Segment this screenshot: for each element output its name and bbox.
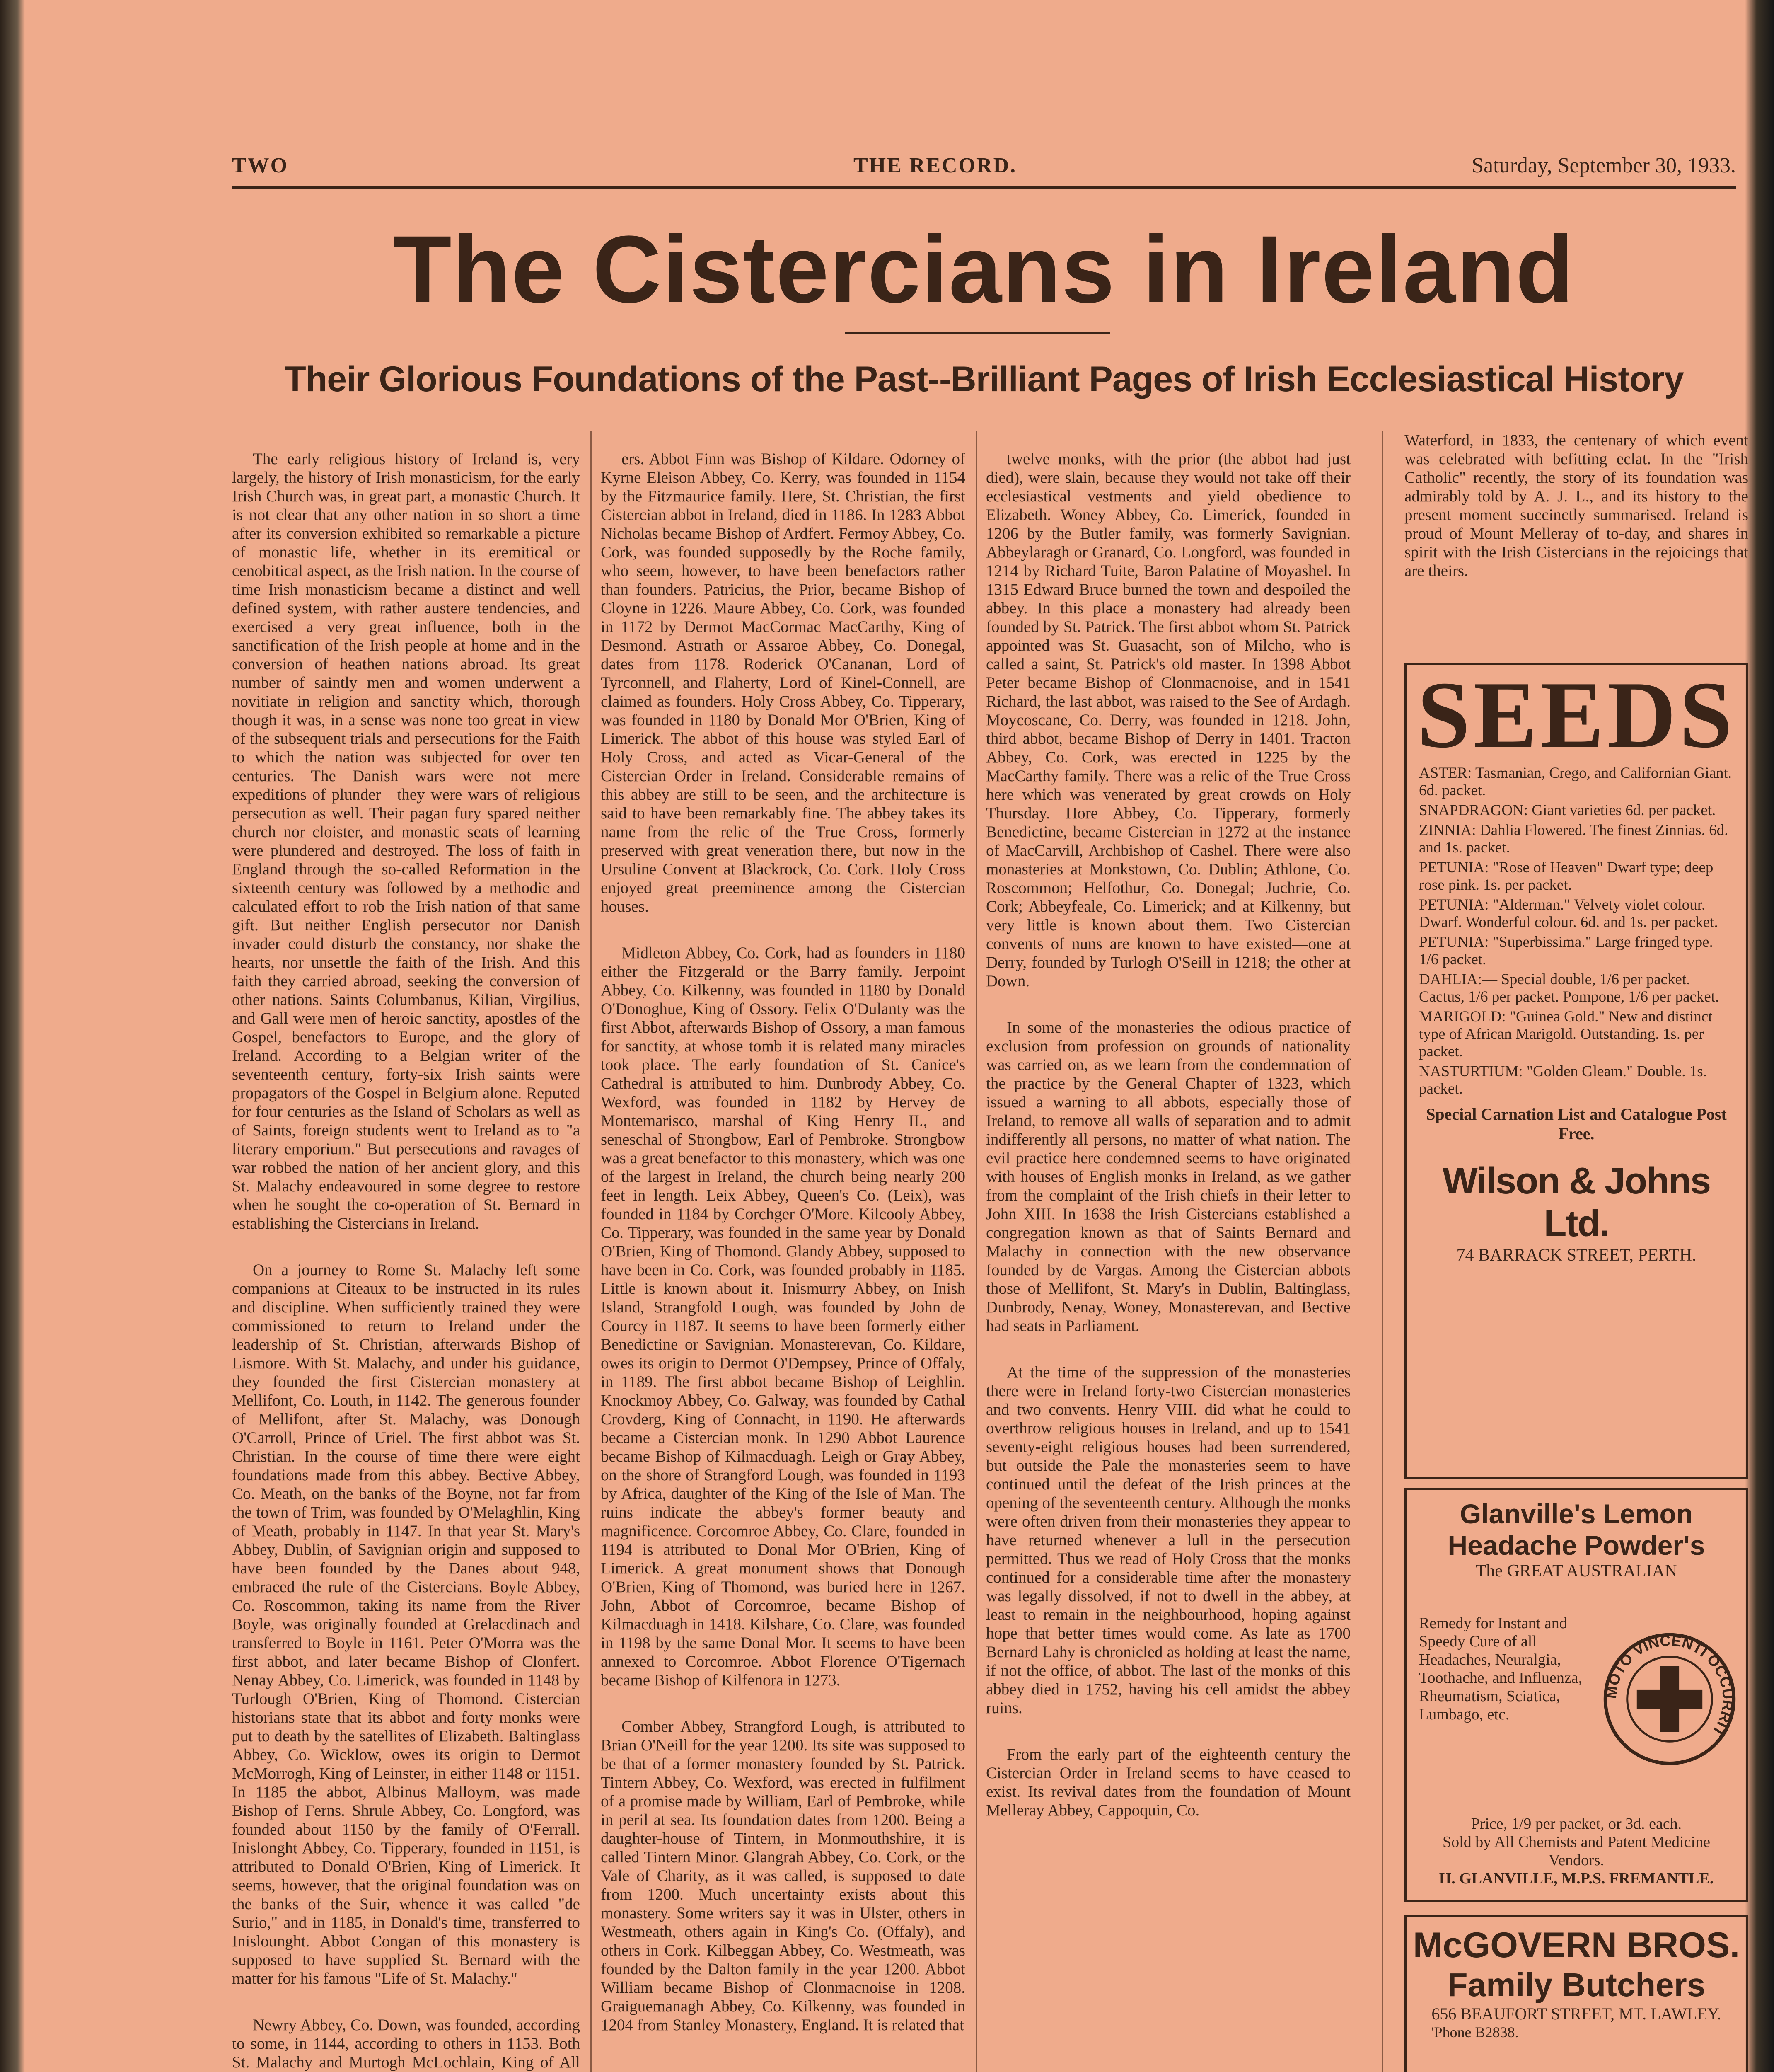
paragraph: twelve monks, with the prior (the abbot had just died), were slain, because they would not take off their ecclesiastical vestments and yield obedience to Elizabeth. Woney Abbey, Co. Limerick, founded in 1206 by the Butler family, was formerly Savignian. Abbeylaragh or Granard, Co. Longford, was founded in 1214 by Richard Tuite, Baron Palatine of Moyashel. In 1315 Edward Bruce burned the town and despoiled the abbey. In this place a monastery had already been founded by St. Patrick. The first abbot whom St. Patrick appointed was St. Guasacht, son of Milcho, who is called a saint, St. Patrick's old master. In 1398 Abbot Peter became Bishop of Clonmacnoise, and in 1541 Richard, the last abbot, was raised to the See of Ardagh. Moycoscane, Co. Derry, was founded in 1218. John, third abbot, became Bishop of Derry in 1401. Tracton Abbey, Co. Cork, was erected in 1225 by the MacCarthy family. There was a relic of the True Cross here which was venerated by great crowds on Holy Thursday. Hore Abbey, Co. Tipperary, formerly Benedictine, became Cistercian in 1272 at the instance of MacCarvill, Archbishop of Cashel. There were also monasteries at Monkstown, Co. Dublin; Athlone, Co. Roscommon; Helfothur, Co. Donegal; Juchrie, Co. Cork; Abbeyfeale, Co. Limerick; and at Kilkenny, but very little is known about them. Two Cistercian convents of nuns are known to have existed—one at Derry, founded by Turlogh O'Seill in 1218; the other at Down. bbox=[986, 450, 1351, 990]
glanville-maker: H. GLANVILLE, M.P.S. FREMANTLE. bbox=[1439, 1870, 1714, 1887]
headline-divider bbox=[845, 332, 1110, 334]
seed-item: ASTER: Tasmanian, Crego, and Californian Giant. 6d. packet. bbox=[1419, 765, 1732, 799]
page-right-edge bbox=[1745, 0, 1774, 2072]
page-binding-edge bbox=[0, 0, 25, 2072]
mcgovern-phone: 'Phone B2838. bbox=[1431, 2024, 1519, 2041]
article-subhead: Their Glorious Foundations of the Past--Brilliant Pages of Irish Ecclesiastical History bbox=[284, 359, 1684, 399]
glanville-title-line1: Glanville's Lemon bbox=[1460, 1498, 1693, 1529]
paragraph: Midleton Abbey, Co. Cork, had as founders in 1180 either the Fitzgerald or the Barry family. Jerpoint Abbey, Co. Kilkenny, was founded in 1180 by Donald O'Donoghue, King of Ossory. Felix O'Dulanty was the first Abbot, afterwards Bishop of Ossory, a man famous for sanctity, at whose tomb it is related many miracles took place. The early foundation of St. Canice's Cathedral is attributed to him. Dunbrody Abbey, Co. Wexford, was founded in 1182 by Hervey de Montemarisco, marshal of King Henry II., and seneschal of Strongbow, Earl of Pembroke. Strongbow was a great benefactor to this monastery, which was one of the largest in Ireland, the church being nearly 200 feet in length. Leix Abbey, Queen's Co. (Leix), was founded in 1184 by Corchger O'More. Kilcooly Abbey, Co. Tipperary, was founded in the same year by Donald O'Brien, King of Thomond. Glandy Abbey, supposed to have been in Co. Cork, was founded probably in 1185. Little is known about it. Inismurry Abbey, on Inish Island, Strangfold Lough, was founded by John de Courcy in 1187. It seems to have been formerly either Benedictine or Savignian. Monasterevan, Co. Kildare, owes its origin to Dermot O'Dempsey, Prince of Offaly, in 1189. The first abbot became Bishop of Leighlin. Knockmoy Abbey, Co. Galway, was founded by Cathal Crovderg, King of Connacht, in 1190. He afterwards became a Cistercian monk. In 1290 Abbot Laurence became Bishop of Kilmacduagh. Leigh or Gray Abbey, on the shore of Strangford Lough, was founded in 1193 by Africa, daughter of the King of the Isle of Man. The ruins indicate the abbey's former beauty and magnificence. Corcomroe Abbey, Co. Clare, founded in 1194 is attributed to Donal Mor O'Brien, King of Limerick. A great monument shows that Donough O'Brien, King of Thomond, was buried here in 1267. John, Abbot of Corcomroe, became Bishop of Kilmacduagh in 1418. Kilshare, Co. Clare, was founded in 1198 by the same Donal Mor. It seems to have been annexed to Corcomroe. Abbot Florence O'Tigernach became Bishop of Kilfenora in 1273. bbox=[601, 944, 965, 1689]
mcgovern-advert bbox=[1404, 1915, 1748, 2072]
cross-seal-icon bbox=[1601, 1631, 1738, 1767]
column-rule bbox=[976, 431, 977, 2072]
mcgovern-address: 656 BEAUFORT STREET, MT. LAWLEY. bbox=[1431, 2004, 1721, 2023]
seal-lettering: MOTO VINCENTI OCCURRIT bbox=[1602, 1631, 1737, 1740]
seed-item: ZINNIA: Dahlia Flowered. The finest Zinnias. 6d. and 1s. packet. bbox=[1419, 822, 1728, 856]
paragraph: Comber Abbey, Strangford Lough, is attributed to Brian O'Neill for the year 1200. Its site was supposed to be that of a former monastery founded by St. Patrick. Tintern Abbey, Co. Wexford, was erected in fulfilment of a promise made by William, Earl of Pembroke, while in peril at sea. Its foundation dates from 1200. Being a daughter-house of Tintern, in Monmouthshire, it is called Tintern Minor. Glangrah Abbey, Co. Cork, or the Vale of Charity, as it was called, is supposed to date from 1200. Much uncertainty exists about this monastery. Some writers say it was in Ulster, others in Westmeath, others again in King's Co. (Offaly), and others in Cork. Kilbeggan Abbey, Co. Westmeath, was founded by the Dalton family in the year 1200. Abbot William became Bishop of Clonmacnoise in 1208. Graiguemanagh Abbey, Co. Kilkenny, was founded in 1204 from Stanley Monastery, England. It is related that bbox=[601, 1718, 965, 2034]
seed-item: DAHLIA:— Special double, 1/6 per packet. Cactus, 1/6 per packet. Pompone, 1/6 per packet. bbox=[1419, 971, 1719, 1005]
paragraph: The early religious history of Ireland is, very largely, the history of Irish monasticism, for the early Irish Church was, in great part, a monastic Church. It is not clear that any other nation in so short a time after its conversion exhibited so remarkable a picture of monastic life, whether in its eremitical or cenobitical aspect, as the Irish nation. In the course of time Irish monasticism became a distinct and well defined system, with rather austere tendencies, and exercised a very great influence, both in the sanctification of the Irish people at home and in the conversion of heathen nations abroad. Its great number of saintly men and women underwent a novitiate in religion and sanctity which, thorough though it was, in a sense was none too great in view of the subsequent trials and persecutions for the Faith to which the nation was subjected for over ten centuries. The Danish wars were not mere expeditions of plunder—they were wars of religious persecution as well. Their pagan fury spared neither church nor cloister, and monastic seats of learning were plundered and destroyed. The loss of faith in England through the so-called Reformation in the sixteenth century was followed by a methodic and calculated effort to rob the Irish nation of that same gift. But neither English persecutor nor Danish invader could disturb the constancy, nor shake the hearts, nor unsettle the faith of the Irish. And this faith they carried abroad, seeking the conversion of other nations. Saints Columbanus, Kilian, Virgilius, and Gall were men of heroic sanctity, apostles of the Gospel, benefactors to Europe, and the glory of Ireland. According to a Belgian writer of the seventeenth century, forty-six Irish saints were propagators of the Gospel in Belgium alone. Reputed for four centuries as the Island of Scholars as well as of Saints, foreign students went to Ireland as to "a literary emporium." But persecutions and ravages of war robbed the nation of her ancient glory, and this St. Malachy endeavoured in some degree to restore when he sought the co-operation of St. Bernard in establishing the Cistercians in Ireland. bbox=[232, 450, 580, 1232]
seed-item: PETUNIA: "Alderman." Velvety violet colour. Dwarf. Wonderful colour. 6d. and 1s. per packet. bbox=[1419, 896, 1718, 931]
article-column-2 bbox=[601, 431, 965, 2072]
article-column-1 bbox=[232, 431, 580, 2072]
column-rule bbox=[590, 431, 592, 2072]
seeds-title: SEEDS bbox=[1417, 662, 1736, 767]
paragraph: In some of the monasteries the odious practice of exclusion from profession on grounds of nationality was carried on, as we learn from the condemnation of the practice by the General Chapter of 1323, which issued a warning to all abbots, especially those of Ireland, to remove all walls of separation and to admit indifferently all persons, no matter of what nation. The evil practice here condemned seems to have originated with houses of English monks in Ireland, as we gather from the complaint of the Irish chiefs in their letter to John XIII. In 1638 the Irish Cistercians established a congregation known as that of Saints Bernard and Malachy in connection with the new observance founded by de Vargas. Among the Cistercian abbots those of Mellifont, St. Mary's in Dublin, Baltinglass, Dunbrody, Nenay, Woney, Monasterevan, and Bective had seats in Parliament. bbox=[986, 1019, 1351, 1335]
seed-item: NASTURTIUM: "Golden Gleam." Double. 1s. packet. bbox=[1419, 1063, 1707, 1097]
header-rule bbox=[232, 186, 1736, 189]
article-column-4: Waterford, in 1833, the centenary of which event was celebrated with befitting eclat. In the "Irish Catholic" recently, the story of its foundation was admirably told by A. J. L., and its history to the present moment succinctly summarised. Ireland is proud of Mount Melleray of to-day, and shares in spirit with the Irish Cistercians in the rejoicings that are theirs. bbox=[1404, 431, 1748, 580]
glanville-tagline: The GREAT AUSTRALIAN bbox=[1475, 1561, 1677, 1581]
seeds-firm-name: Wilson & Johns Ltd. bbox=[1442, 1160, 1711, 1244]
glanville-footer bbox=[1415, 1815, 1738, 1888]
page-number: TWO bbox=[232, 154, 289, 177]
glanville-body: Remedy for Instant and Speedy Cure of all Headaches, Neuralgia, Toothache, and Influenza, Rheumatism, Sciatica, Lumbago, etc. bbox=[1419, 1615, 1583, 1723]
paragraph: Newry Abbey, Co. Down, was founded, according to some, in 1144, according to others in 1153. Both St. Malachy and Murtogh McLochlain, King of All bbox=[232, 2016, 580, 2071]
paragraph: At the time of the suppression of the monasteries there were in Ireland forty-two Cistercian monasteries and two convents. Henry VIII. did what he could to overthrow religious houses in Ireland, and up to 1541 seventy-eight religious houses had been surrendered, but outside the Pale the monasteries seem to have continued until the defeat of the Irish princes at the opening of the seventeenth century. Although the monks were often driven from their monasteries they appear to have returned whenever a lull in the persecution permitted. Thus we read of Holy Cross that the monks continued for a considerable time after the monastery was legally dissolved, if not to dwell in the abbey, at least to remain in the neighbourhood, hoping against hope that better times would come. As late as 1700 Bernard Lahy is chronicled as holding at least the name, if not the office, of abbot. The last of the monks of this abbey died in 1752, having his cell amidst the abbey ruins. bbox=[986, 1363, 1351, 1717]
column-rule bbox=[1382, 431, 1383, 2072]
mcgovern-name: McGOVERN BROS. bbox=[1413, 1925, 1740, 1965]
glanville-title-line2: Headache Powder's bbox=[1448, 1530, 1705, 1561]
glanville-sold: Sold by All Chemists and Patent Medicine Vendors. bbox=[1443, 1833, 1710, 1869]
seeds-advert bbox=[1404, 663, 1748, 1479]
article-column-3 bbox=[986, 431, 1351, 2072]
seed-item: PETUNIA: "Rose of Heaven" Dwarf type; deep rose pink. 1s. per packet. bbox=[1419, 859, 1714, 893]
newspaper-title: THE RECORD. bbox=[853, 154, 1017, 177]
page-header bbox=[232, 149, 1736, 182]
seed-list bbox=[1407, 765, 1746, 1098]
seeds-catalogue-note: Special Carnation List and Catalogue Post Free. bbox=[1426, 1105, 1727, 1143]
glanville-advert bbox=[1404, 1488, 1748, 1902]
issue-date: Saturday, September 30, 1933. bbox=[1472, 154, 1736, 177]
seed-item: PETUNIA: "Superbissima." Large fringed type. 1/6 packet. bbox=[1419, 934, 1713, 968]
paragraph: On a journey to Rome St. Malachy left some companions at Citeaux to be instructed in its rules and discipline. When sufficiently trained they were commissioned to return to Ireland under the leadership of St. Christian, afterwards Bishop of Lismore. With St. Malachy, and under his guidance, they founded the first Cistercian monastery at Mellifont, Co. Louth, in 1142. The generous founder of Mellifont, after St. Malachy, was Donough O'Carroll, Prince of Uriel. The first abbot was St. Christian. In the course of time there were eight foundations made from this abbey. Bective Abbey, Co. Meath, on the banks of the Boyne, not far from the town of Trim, was founded by O'Melaghlin, King of Meath, probably in 1147. In that year St. Mary's Abbey, Dublin, of Savignian origin and supposed to have been founded by the Danes about 948, embraced the rule of the Cistercians. Boyle Abbey, Co. Roscommon, taking its name from the River Boyle, was originally founded at Grelacdinach and transferred to Boyle in 1161. Peter O'Morra was the first abbot, and later became Bishop of Clonfert. Nenay Abbey, Co. Limerick, was founded in 1148 by Turlough O'Brien, King of Thomond. Cistercian historians state that its abbot and forty monks were put to death by the satellites of Elizabeth. Baltinglass Abbey, Co. Wicklow, owes its origin to Dermot McMorrogh, King of Leinster, in either 1148 or 1151. In 1185 the abbot, Albinus Malloym, was made Bishop of Ferns. Shrule Abbey, Co. Longford, was founded about 1150 by the family of O'Ferrall. Inislonght Abbey, Co. Tipperary, founded in 1151, is attributed to Donald O'Brien, King of Limerick. It seems, however, that the original foundation was on the banks of the Suir, whence it was called "de Surio," and in 1185, in Donald's time, transferred to Inislounght. Abbot Congan of this monastery is supposed to have supplied St. Bernard with the matter for his famous "Life of St. Malachy." bbox=[232, 1261, 580, 1987]
glanville-price: Price, 1/9 per packet, or 3d. each. bbox=[1471, 1815, 1682, 1832]
seeds-firm-address: 74 BARRACK STREET, PERTH. bbox=[1456, 1246, 1697, 1265]
article-headline: The Cistercians in Ireland bbox=[393, 216, 1575, 322]
paragraph: From the early part of the eighteenth century the Cistercian Order in Ireland seems to have ceased to exist. Its revival dates from the foundation of Mount Melleray Abbey, Cappoquin, Co. bbox=[986, 1745, 1351, 1819]
paragraph: ers. Abbot Finn was Bishop of Kildare. Odorney of Kyrne Eleison Abbey, Co. Kerry, was founded in 1154 by the Fitzmaurice family. Here, St. Christian, the first Cistercian abbot in Ireland, died in 1186. In 1283 Abbot Nicholas became Bishop of Ardfert. Fermoy Abbey, Co. Cork, was founded supposedly by the Roche family, who seem, however, to have been benefactors rather than founders. Patricius, the Prior, became Bishop of Cloyne in 1226. Maure Abbey, Co. Cork, was founded in 1172 by Dermot MacCormac MacCarthy, King of Desmond. Astrath or Assaroe Abbey, Co. Donegal, dates from 1178. Roderick O'Cananan, Lord of Tyrconnell, and Flaherty, Lord of Kinel-Connell, are claimed as founders. Holy Cross Abbey, Co. Tipperary, was founded in 1180 by Donald Mor O'Brien, King of Limerick. The abbot of this house was styled Earl of Holy Cross, and acted as Vicar-General of the Cistercian Order in Ireland. Considerable remains of this abbey are still to be seen, and the architecture is said to have been remarkably fine. The abbey takes its name from the relic of the True Cross, formerly preserved with great veneration there, but now in the Ursuline Convent at Blackrock, Co. Cork. Holy Cross enjoyed great preeminence among the Cistercian houses. bbox=[601, 450, 965, 915]
seed-item: MARIGOLD: "Guinea Gold." New and distinct type of African Marigold. Outstanding. 1s. per packet. bbox=[1419, 1008, 1713, 1060]
seed-item: SNAPDRAGON: Giant varieties 6d. per packet. bbox=[1419, 802, 1716, 819]
mcgovern-trade: Family Butchers bbox=[1447, 1966, 1706, 2003]
